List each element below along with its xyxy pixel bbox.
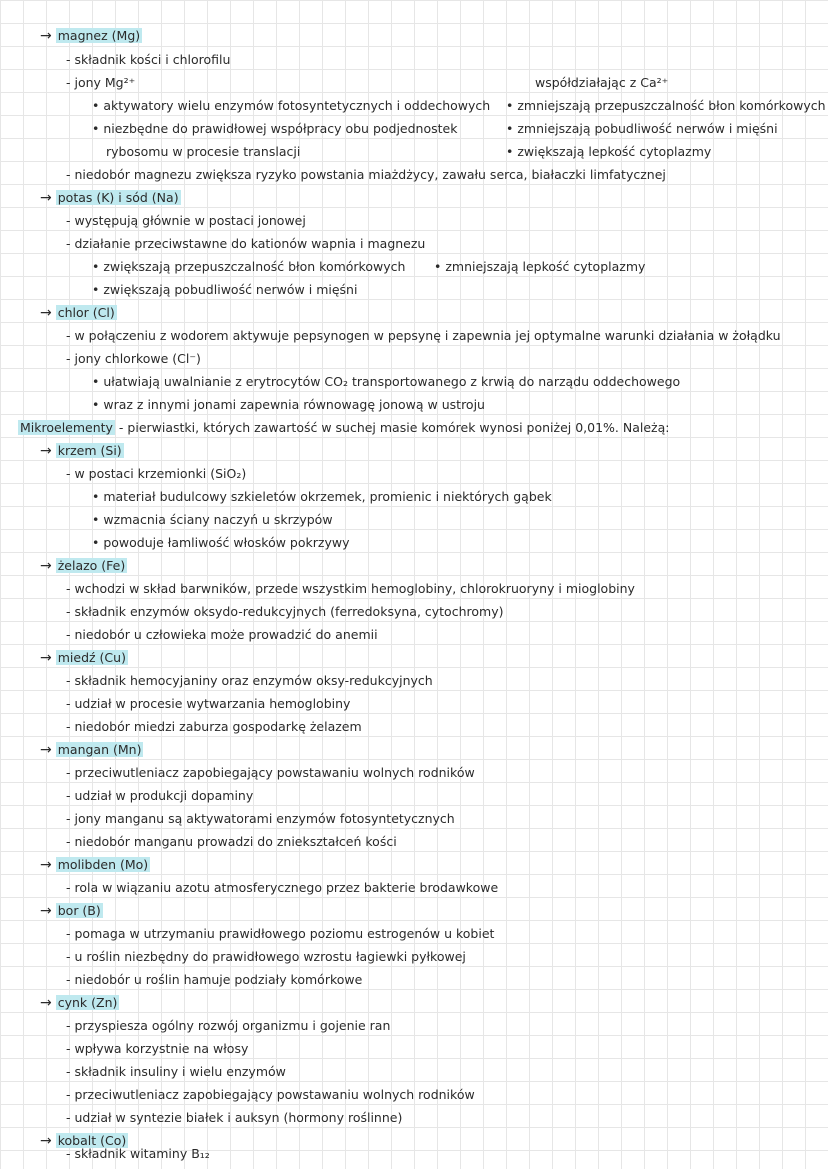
list-item: • wraz z innymi jonami zapewnia równowagę jonową w ustroju [92,397,485,412]
heading-iron: → żelazo (Fe) [40,558,126,574]
list-item: - składnik witaminy B₁₂ [66,1146,210,1161]
list-item: - niedobór miedzi zaburza gospodarkę żelazem [66,719,362,734]
heading-chlorine: → chlor (Cl) [40,305,115,321]
list-item: - pomaga w utrzymaniu prawidłowego poziomu estrogenów u kobiet [66,926,495,941]
list-item: • zwiększają przepuszczalność błon komórkowych [92,259,406,274]
list-item: - wpływa korzystnie na włosy [66,1041,249,1056]
heading-silicon: → krzem (Si) [40,443,122,459]
list-item: - przeciwutleniacz zapobiegający powstawaniu wolnych rodników [66,765,475,780]
list-item: • zmniejszają przepuszczalność błon komórkowych [506,98,826,113]
list-item: • zwiększają lepkość cytoplazmy [506,144,712,159]
microelements-definition: Mikroelementy - pierwiastki, których zawartość w suchej masie komórek wynosi poniżej 0,01%. Należą: [20,420,670,435]
list-item: • zwiększają pobudliwość nerwów i mięśni [92,282,358,297]
list-item: - rola w wiązaniu azotu atmosferycznego przez bakterie brodawkowe [66,880,499,895]
heading-manganese: → mangan (Mn) [40,742,142,758]
list-item: - występują głównie w postaci jonowej [66,213,306,228]
list-item: - u roślin niezbędny do prawidłowego wzrostu łagiewki pyłkowej [66,949,466,964]
heading-zinc: → cynk (Zn) [40,995,118,1011]
list-item: • aktywatory wielu enzymów fotosyntetycznych i oddechowych [92,98,491,113]
list-item: - niedobór magnezu zwiększa ryzyko powstania miażdżycy, zawału serca, białaczki limfatycznej [66,167,666,182]
list-item: • zmniejszają lepkość cytoplazmy [434,259,646,274]
list-item: rybosomu w procesie translacji [106,144,301,159]
list-item: - składnik kości i chlorofilu [66,52,231,67]
list-item: - składnik enzymów oksydo-redukcyjnych (ferredoksyna, cytochromy) [66,604,504,619]
list-item: - przyspiesza ogólny rozwój organizmu i gojenie ran [66,1018,391,1033]
list-item: - niedobór u człowieka może prowadzić do anemii [66,627,378,642]
heading-magnesium: → magnez (Mg) [40,28,141,44]
list-item: - jony Mg²⁺ [66,75,136,90]
list-item: - niedobór manganu prowadzi do zniekształceń kości [66,834,397,849]
list-item: - składnik hemocyjaniny oraz enzymów oksy-redukcyjnych [66,673,433,688]
list-item: - składnik insuliny i wielu enzymów [66,1064,286,1079]
list-item: • zmniejszają pobudliwość nerwów i mięśni [506,121,778,136]
list-item: • niezbędne do prawidłowej współpracy obu podjednostek [92,121,458,136]
list-item: - udział w produkcji dopaminy [66,788,254,803]
list-item: - jony manganu są aktywatorami enzymów fotosyntetycznych [66,811,455,826]
list-item: - udział w syntezie białek i auksyn (hormony roślinne) [66,1110,403,1125]
list-item: - działanie przeciwstawne do kationów wapnia i magnezu [66,236,426,251]
list-item: - w połączeniu z wodorem aktywuje pepsynogen w pepsynę i zapewnia jej optymalne warunki działania w żołądku [66,328,781,343]
heading-potassium-sodium: → potas (K) i sód (Na) [40,190,179,206]
list-item: - w postaci krzemionki (SiO₂) [66,466,247,481]
list-item: - przeciwutleniacz zapobiegający powstawaniu wolnych rodników [66,1087,475,1102]
list-item: • wzmacnia ściany naczyń u skrzypów [92,512,333,527]
list-item: - wchodzi w skład barwników, przede wszystkim hemoglobiny, chlorokruoryny i mioglobiny [66,581,635,596]
heading-molybdenum: → molibden (Mo) [40,857,149,873]
list-item: - jony chlorkowe (Cl⁻) [66,351,201,366]
list-item: - niedobór u roślin hamuje podziały komórkowe [66,972,363,987]
list-item: • powoduje łamliwość włosków pokrzywy [92,535,350,550]
list-item: - udział w procesie wytwarzania hemoglobiny [66,696,351,711]
list-item: • materiał budulcowy szkieletów okrzemek, promienic i niektórych gąbek [92,489,552,504]
note-heading: współdziałając z Ca²⁺ [535,75,669,90]
heading-cobalt: → kobalt (Co) [40,1133,127,1149]
heading-boron: → bor (B) [40,903,101,919]
list-item: • ułatwiają uwalnianie z erytrocytów CO₂ transportowanego z krwią do narządu oddechowego [92,374,681,389]
heading-copper: → miedź (Cu) [40,650,126,666]
